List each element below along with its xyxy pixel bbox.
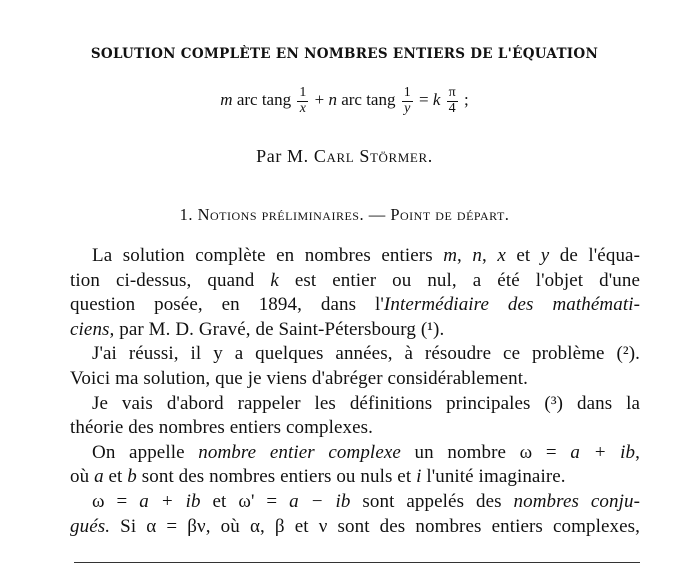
equation-fraction-2 xyxy=(402,86,413,116)
fraction-2-denominator: y xyxy=(404,100,411,116)
page-bottom-rule xyxy=(74,562,640,563)
variable-x: x xyxy=(497,245,506,266)
text-run: l'unité imaginaire. xyxy=(421,466,566,488)
equation-arctang-2: arc tang xyxy=(341,90,396,110)
fraction-2-numerator: 1 xyxy=(403,85,411,100)
expression: a − ib xyxy=(289,490,351,512)
text-run: On appelle xyxy=(92,441,199,463)
text-run: , xyxy=(482,245,498,266)
text-run: et xyxy=(103,466,128,488)
equation-fraction-3 xyxy=(447,86,458,116)
author-prefix: Par M. xyxy=(256,146,314,166)
section-title: Notions préliminaires. — Point de départ. xyxy=(197,205,510,224)
equation-equals: = xyxy=(418,90,429,110)
journal-title: Intermédiaire des mathémati- xyxy=(383,294,640,316)
text-run: tion ci-dessus, quand xyxy=(70,269,271,291)
variable-m: m xyxy=(443,245,458,266)
paragraph-4-line-1 xyxy=(70,441,640,466)
equation-plus: + xyxy=(314,90,325,110)
expression: a + ib xyxy=(139,490,201,512)
text-run: et xyxy=(505,245,541,266)
paragraph-1-line-2 xyxy=(70,269,640,294)
paragraph-4-line-2 xyxy=(70,465,640,490)
paragraph-3-line-1: Je vais d'abord rappeler les définitions principales (³) dans la xyxy=(92,392,640,414)
equation-n: n xyxy=(328,90,337,110)
text-run: et ω' = xyxy=(200,490,290,512)
fraction-3-numerator: π xyxy=(448,85,456,100)
variable-k: k xyxy=(270,269,279,291)
paragraph-1-line-4 xyxy=(70,318,640,343)
journal-title-end: ciens, xyxy=(70,318,115,340)
author-name: Carl Störmer xyxy=(313,146,428,166)
equation-arctang-1: arc tang xyxy=(236,90,292,110)
equation-fraction-1 xyxy=(297,86,308,116)
variable-y: y xyxy=(540,245,550,266)
body-text xyxy=(70,244,640,539)
text-run: sont appelés des xyxy=(350,490,514,512)
paragraph-5-line-1 xyxy=(70,490,640,515)
paragraph-1-line-1 xyxy=(70,244,640,269)
text-run: , xyxy=(635,441,641,463)
paragraph-2-line-2: Voici ma solution, que je viens d'abréger considérablement. xyxy=(70,367,528,389)
author-suffix: . xyxy=(427,146,433,166)
fraction-1-denominator: x xyxy=(299,100,306,116)
paragraph-3-line-2: théorie des nombres entiers complexes. xyxy=(70,417,373,439)
author-line xyxy=(0,146,689,167)
expression: a + ib xyxy=(570,441,636,463)
paragraph-2-line-1: J'ai réussi, il y a quelques années, à résoudre ce problème (²). xyxy=(92,343,640,365)
equation-m: m xyxy=(220,90,233,110)
variable-b: b xyxy=(127,466,137,488)
text-run: Si α = βν, où α, β et ν sont des nombres entiers complexes, xyxy=(110,515,640,537)
text-run: par M. D. Gravé, de Saint-Pétersbourg (¹). xyxy=(114,318,445,340)
defined-term: nombre entier complexe xyxy=(198,441,401,463)
section-heading xyxy=(0,205,689,225)
variable-i: i xyxy=(416,466,422,488)
text-run: ω = xyxy=(92,490,140,512)
equation xyxy=(0,86,689,116)
text-run: La solution complète en nombres entiers xyxy=(92,245,444,266)
variable-a: a xyxy=(94,466,104,488)
text-run: est entier ou nul, a été l'objet d'une xyxy=(278,269,640,291)
fraction-3-denominator: 4 xyxy=(448,100,456,116)
paragraph-1-line-3 xyxy=(70,293,640,318)
fraction-1-numerator: 1 xyxy=(299,85,307,100)
text-run: sont des nombres entiers ou nuls et xyxy=(136,466,417,488)
paragraph-5-line-2 xyxy=(70,515,640,540)
defined-term-end: gués. xyxy=(70,515,111,537)
defined-term: nombres conju- xyxy=(513,490,641,512)
text-run: , xyxy=(457,245,473,266)
section-number: 1. xyxy=(179,205,193,224)
equation-k: k xyxy=(432,90,441,110)
text-run: question posée, en 1894, dans l' xyxy=(70,294,384,316)
paper-title: SOLUTION COMPLÈTE EN NOMBRES ENTIERS DE L'ÉQUATION xyxy=(90,46,599,62)
equation-end: ; xyxy=(463,90,469,110)
variable-n: n xyxy=(472,245,482,266)
text-run: un nombre ω = xyxy=(400,441,571,463)
text-run: où xyxy=(70,466,95,488)
text-run: de l'équa- xyxy=(549,245,641,266)
